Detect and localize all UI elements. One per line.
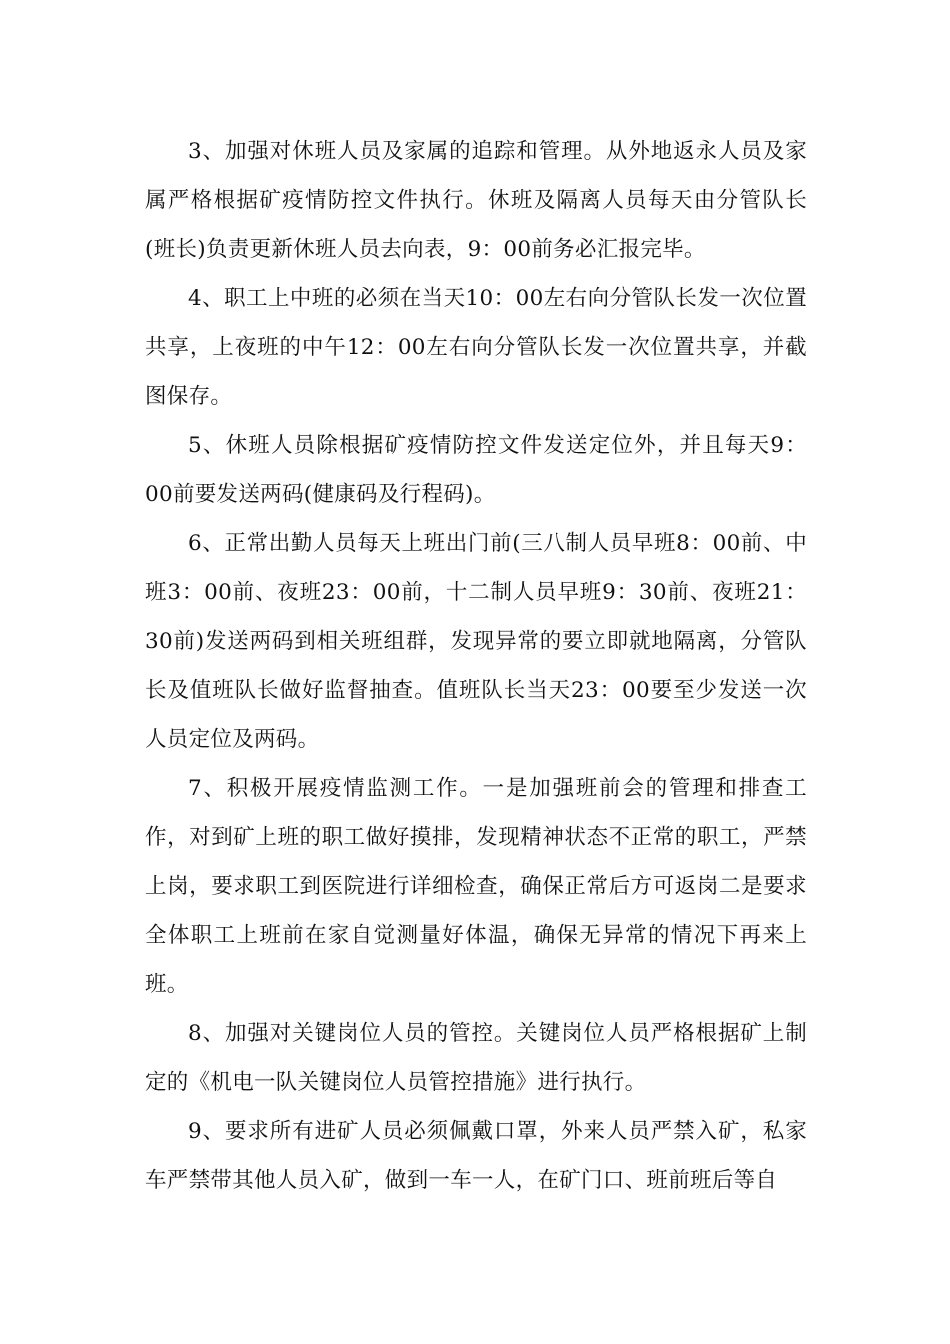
- paragraph-8: 8、加强对关键岗位人员的管控。关键岗位人员严格根据矿上制定的《机电一队关键岗位人员管控措施》进行执行。: [145, 1021, 807, 1095]
- paragraph-9: 9、要求所有进矿人员必须佩戴口罩，外来人员严禁入矿，私家车严禁带其他人员入矿，做到一车一人，在矿门口、班前班后等自: [145, 1119, 807, 1193]
- paragraph-6: 6、正常出勤人员每天上班出门前(三八制人员早班8：00前、中班3：00前、夜班23：00前，十二制人员早班9：30前、夜班21：30前)发送两码到相关班组群，发现异常的要立即就地隔离，分管队长及值班队长做好监督抽查。值班队长当天23：00要至少发送一次人员定位及两码。: [145, 531, 807, 752]
- paragraph-4: 4、职工上中班的必须在当天10：00左右向分管队长发一次位置共享，上夜班的中午12：00左右向分管队长发一次位置共享，并截图保存。: [145, 286, 807, 409]
- paragraph-7: 7、积极开展疫情监测工作。一是加强班前会的管理和排查工作，对到矿上班的职工做好摸排，发现精神状态不正常的职工，严禁上岗，要求职工到医院进行详细检查，确保正常后方可返岗二是要求全体职工上班前在家自觉测量好体温，确保无异常的情况下再来上班。: [145, 776, 807, 997]
- paragraph-5: 5、休班人员除根据矿疫情防控文件发送定位外，并且每天9：00前要发送两码(健康码及行程码)。: [145, 433, 807, 507]
- document-body: [145, 127, 807, 1205]
- paragraph-3: 3、加强对休班人员及家属的追踪和管理。从外地返永人员及家属严格根据矿疫情防控文件执行。休班及隔离人员每天由分管队长(班长)负责更新休班人员去向表，9：00前务必汇报完毕。: [145, 139, 807, 262]
